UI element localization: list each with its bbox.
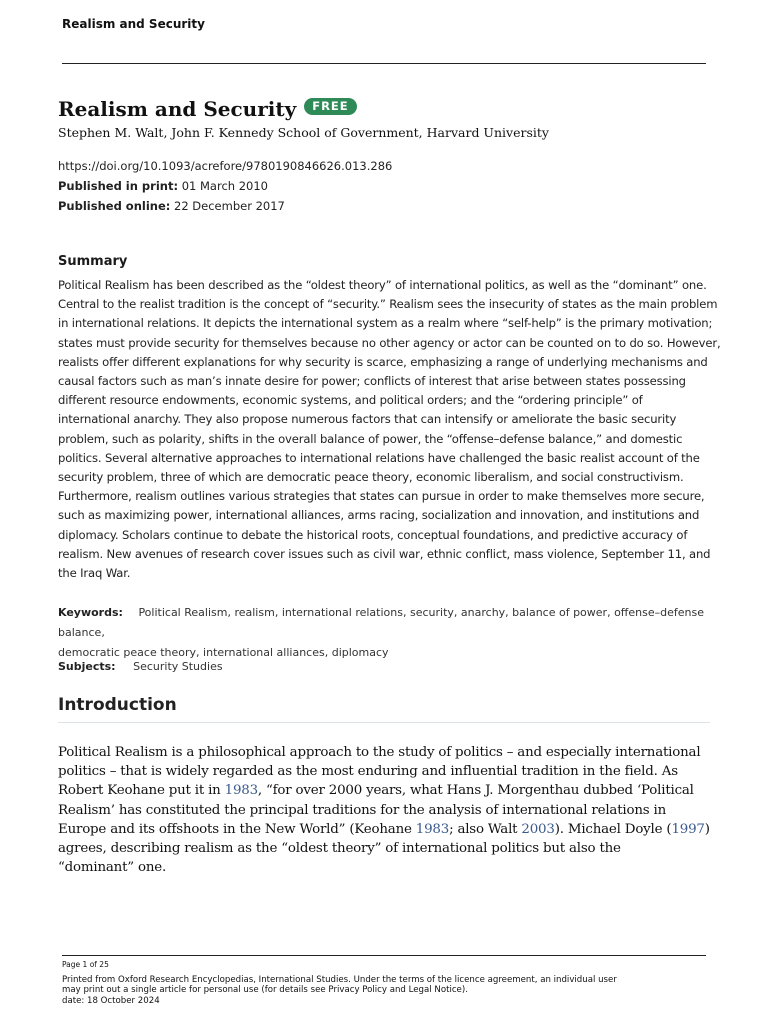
summary-body bbox=[58, 276, 721, 583]
keywords-label: Keywords: bbox=[58, 606, 123, 619]
keyword-link[interactable]: international alliances bbox=[203, 646, 325, 659]
keyword-link[interactable]: Political Realism bbox=[138, 606, 228, 619]
intro-line: politics – that is widely regarded as the most enduring and influential tradition in the field. As bbox=[58, 764, 678, 780]
intro-line: Political Realism is a philosophical approach to the study of politics – and especially international bbox=[58, 745, 701, 760]
doi-text[interactable]: https://doi.org/10.1093/acrefore/9780190846626.013.286 bbox=[58, 159, 393, 173]
running-head: Realism and Security bbox=[62, 17, 205, 31]
summary-line: causal factors such as man’s innate desire for power; conflicts of interest that arise between states possessing bbox=[58, 374, 686, 389]
published-print-label: Published in print: bbox=[58, 179, 179, 193]
citation-link[interactable]: 1997 bbox=[671, 821, 705, 837]
subjects-label: Subjects: bbox=[58, 660, 116, 673]
article-title: Realism and Security bbox=[58, 97, 297, 121]
subject-link[interactable]: Security Studies bbox=[133, 660, 223, 673]
keyword-link[interactable]: international relations bbox=[281, 606, 403, 619]
keyword-link[interactable]: balance of power bbox=[512, 606, 608, 619]
summary-line: realism. New avenues of research cover issues such as civil war, ethnic conflict, mass violence, September 11, and bbox=[58, 546, 711, 561]
footer bbox=[62, 960, 722, 1006]
keyword-link[interactable]: anarchy bbox=[460, 606, 506, 619]
doi-link[interactable] bbox=[58, 159, 392, 173]
footer-divider bbox=[62, 955, 706, 956]
published-print-date: 01 March 2010 bbox=[181, 179, 268, 193]
intro-line: Realism’ has constituted the principal traditions for the analysis of international relations in bbox=[58, 802, 667, 818]
summary-line: Central to the realist tradition is the concept of “security.” Realism sees the insecurity of states as the main problem bbox=[58, 297, 718, 312]
keyword-link[interactable]: security bbox=[409, 606, 454, 619]
footer-line: date: 18 October 2024 bbox=[62, 995, 160, 1006]
summary-line: diplomacy. Scholars continue to debate the historical roots, conceptual foundations, and predictive accuracy of bbox=[58, 527, 688, 542]
top-divider bbox=[62, 63, 706, 64]
summary-line: states must provide security for themselves because no other agency or actor can be counted on to do so. However, bbox=[58, 335, 721, 350]
keyword-link[interactable]: democratic peace theory bbox=[58, 646, 197, 659]
summary-line: politics. Several alternative approaches to international relations have challenged the basic realist account of the bbox=[58, 450, 700, 465]
summary-line: in international relations. It depicts the international system as a realm where “self-help” is the primary motivation; bbox=[58, 316, 713, 331]
published-online-label: Published online: bbox=[58, 199, 171, 213]
citation-link[interactable]: 2003 bbox=[521, 821, 555, 837]
intro-line: Europe and its offshoots in the New World” (Keohane 1983; also Walt 2003). Michael Doyle (1997) bbox=[58, 821, 710, 837]
introduction-divider bbox=[58, 722, 710, 723]
keyword-link[interactable]: realism bbox=[234, 606, 275, 619]
keyword-link[interactable]: offense–defense balance bbox=[58, 606, 704, 639]
citation-link[interactable]: 1983 bbox=[415, 821, 450, 837]
summary-line: Political Realism has been described as the “oldest theory” of international politics, as well as the “dominant” one. bbox=[58, 278, 707, 292]
subjects-block bbox=[58, 660, 223, 673]
footer-line: Printed from Oxford Research Encyclopedias, International Studies. Under the terms of the licence agreement, an individual user bbox=[62, 974, 617, 985]
summary-line: different resource endowments, economic systems, and political orders; and the “ordering principle” of bbox=[58, 393, 643, 408]
authors: Stephen M. Walt, John F. Kennedy School of Government, Harvard University bbox=[58, 125, 549, 140]
free-badge: FREE bbox=[304, 98, 356, 115]
article-title-row bbox=[58, 97, 357, 121]
intro-line: agrees, describing realism as the “oldest theory” of international politics but also the bbox=[58, 841, 621, 857]
summary-line: realists offer different explanations for why security is scarce, emphasizing a range of underlying mechanisms and bbox=[58, 354, 708, 369]
published-print bbox=[58, 179, 268, 193]
summary-line: problem, such as polarity, shifts in the overall balance of power, the “offense–defense balance,” and domestic bbox=[58, 431, 683, 446]
intro-line: Robert Keohane put it in 1983, “for over 2000 years, what Hans J. Morgenthau dubbed ‘Political bbox=[58, 783, 694, 799]
footer-line: may print out a single article for personal use (for details see Privacy Policy and Legal Notice). bbox=[62, 985, 468, 995]
citation-link[interactable]: 1983 bbox=[224, 783, 258, 799]
published-online bbox=[58, 199, 285, 213]
summary-line: the Iraq War. bbox=[58, 566, 131, 581]
summary-line: such as maximizing power, international alliances, arms racing, socialization and innovation, and institutions and bbox=[58, 508, 700, 523]
keywords-block: Keywords: Political Realism, realism, international relations, security, anarchy, balance of power, offense–defense balance, democratic peace theory, international alliances, diplomacy bbox=[58, 606, 704, 659]
published-online-date: 22 December 2017 bbox=[174, 199, 285, 213]
summary-heading: Summary bbox=[58, 254, 128, 269]
summary-line: security problem, three of which are democratic peace theory, economic liberalism, and social constructivism. bbox=[58, 470, 684, 485]
intro-line: “dominant” one. bbox=[58, 860, 167, 876]
page-number: Page 1 of 25 bbox=[62, 960, 109, 969]
summary-line: Furthermore, realism outlines various strategies that states can pursue in order to make themselves more secure, bbox=[58, 489, 705, 504]
introduction-heading: Introduction bbox=[58, 695, 177, 715]
summary-line: international anarchy. They also propose numerous factors that can intensify or ameliorate the basic security bbox=[58, 412, 677, 427]
introduction-body bbox=[58, 743, 718, 877]
keyword-link[interactable]: diplomacy bbox=[331, 646, 389, 659]
